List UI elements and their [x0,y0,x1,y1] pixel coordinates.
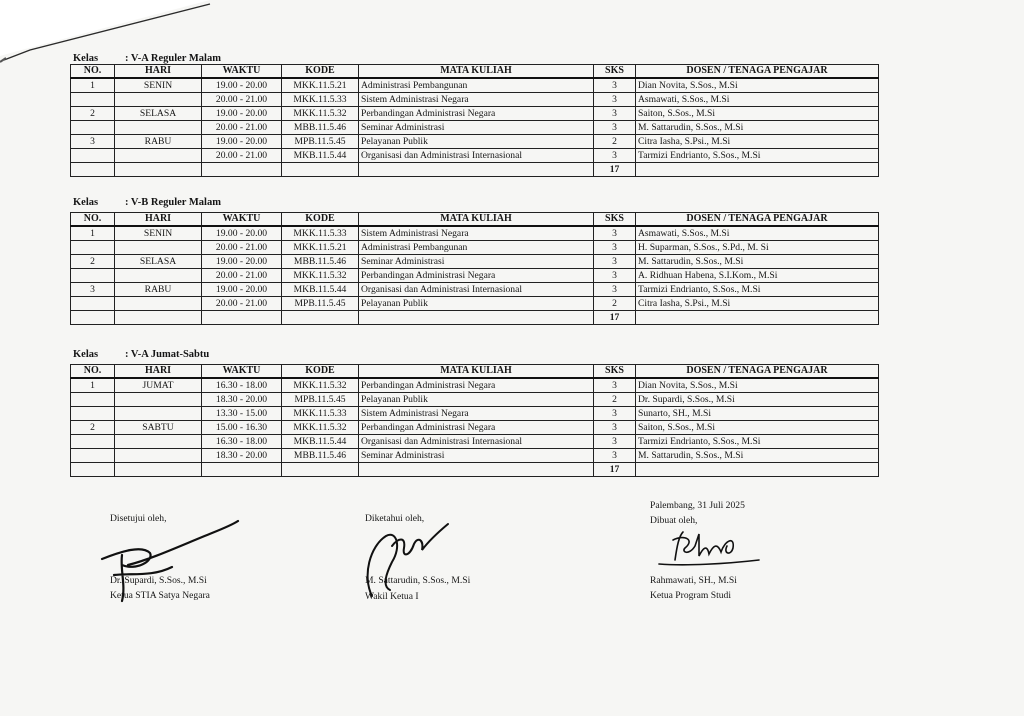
cell-waktu: 19.00 - 20.00 [202,283,282,297]
cell-sks: 3 [594,449,636,463]
cell-waktu: 19.00 - 20.00 [202,107,282,121]
column-header-mata-kuliah: MATA KULIAH [359,213,594,227]
empty-cell [282,463,359,477]
table-row [71,393,879,407]
column-header-sks: SKS [594,365,636,379]
cell-hari: SENIN [115,78,202,93]
table-header-row [71,65,879,79]
cell-hari [115,393,202,407]
cell-sks: 3 [594,421,636,435]
class-label-key: Kelas [73,53,99,64]
cell-dosen: Tarmizi Endrianto, S.Sos., M.Si [636,149,879,163]
table-row [71,135,879,149]
cell-no: 2 [71,255,115,269]
cell-dosen: Saiton, S.Sos., M.Si [636,107,879,121]
cell-hari [115,449,202,463]
cell-no: 1 [71,78,115,93]
cell-dosen: Citra Iasha, S.Psi., M.Si [636,135,879,149]
cell-dosen: M. Sattarudin, S.Sos., M.Si [636,255,879,269]
cell-waktu: 19.00 - 20.00 [202,78,282,93]
cell-kode: MKK.11.5.21 [282,241,359,255]
cell-waktu: 20.00 - 21.00 [202,269,282,283]
cell-hari [115,93,202,107]
cell-waktu: 15.00 - 16.30 [202,421,282,435]
empty-cell [202,463,282,477]
empty-cell [202,163,282,177]
cell-mata-kuliah: Perbandingan Administrasi Negara [359,269,594,283]
cell-mata-kuliah: Sistem Administrasi Negara [359,407,594,421]
empty-cell [282,311,359,325]
cell-dosen: H. Suparman, S.Sos., S.Pd., M. Si [636,241,879,255]
cell-no [71,435,115,449]
column-header-kode: KODE [282,65,359,79]
column-header-mata-kuliah: MATA KULIAH [359,65,594,79]
signature-scribble-right [655,526,765,572]
table-row [71,378,879,393]
table-row [71,149,879,163]
total-sks: 17 [594,463,636,477]
cell-kode: MKK.11.5.33 [282,93,359,107]
total-sks: 17 [594,311,636,325]
table-row [71,121,879,135]
table-row [71,255,879,269]
cell-mata-kuliah: Administrasi Pembangunan [359,241,594,255]
cell-waktu: 19.00 - 20.00 [202,135,282,149]
column-header-dosen: DOSEN / TENAGA PENGAJAR [636,365,879,379]
cell-waktu: 20.00 - 21.00 [202,93,282,107]
column-header-no: NO. [71,65,115,79]
cell-dosen: Tarmizi Endrianto, S.Sos., M.Si [636,283,879,297]
cell-no [71,393,115,407]
cell-no: 3 [71,135,115,149]
place-date: Palembang, 31 Juli 2025 [650,500,745,511]
cell-sks: 2 [594,135,636,149]
empty-cell [115,463,202,477]
signer-role-middle: Wakil Ketua I [365,591,419,602]
column-header-kode: KODE [282,365,359,379]
cell-sks: 3 [594,269,636,283]
cell-no: 1 [71,378,115,393]
cell-hari: RABU [115,135,202,149]
cell-kode: MBB.11.5.46 [282,121,359,135]
column-header-kode: KODE [282,213,359,227]
empty-cell [359,311,594,325]
table-row [71,407,879,421]
column-header-no: NO. [71,213,115,227]
signature-caption-left: Disetujui oleh, [110,513,167,524]
cell-sks: 3 [594,435,636,449]
cell-hari: RABU [115,283,202,297]
cell-dosen: Asmawati, S.Sos., M.Si [636,226,879,241]
table-row [71,449,879,463]
cell-dosen: Asmawati, S.Sos., M.Si [636,93,879,107]
cell-waktu: 20.00 - 21.00 [202,241,282,255]
empty-cell [71,163,115,177]
cell-dosen: Dr. Supardi, S.Sos., M.Si [636,393,879,407]
cell-dosen: Tarmizi Endrianto, S.Sos., M.Si [636,435,879,449]
cell-waktu: 13.30 - 15.00 [202,407,282,421]
table-row [71,226,879,241]
cell-dosen: Dian Novita, S.Sos., M.Si [636,378,879,393]
table-row [71,269,879,283]
total-row [71,463,879,477]
total-row [71,311,879,325]
cell-sks: 2 [594,393,636,407]
column-header-sks: SKS [594,213,636,227]
schedule-table-3 [70,364,879,477]
cell-sks: 3 [594,226,636,241]
cell-no: 1 [71,226,115,241]
cell-mata-kuliah: Perbandingan Administrasi Negara [359,421,594,435]
cell-hari: SELASA [115,255,202,269]
cell-sks: 3 [594,78,636,93]
cell-waktu: 20.00 - 21.00 [202,121,282,135]
signer-name-middle: M. Sattarudin, S.Sos., M.Si [365,575,471,586]
cell-hari [115,435,202,449]
cell-mata-kuliah: Pelayanan Publik [359,393,594,407]
cell-waktu: 19.00 - 20.00 [202,226,282,241]
class-label-1 [73,53,221,64]
empty-cell [636,163,879,177]
empty-cell [115,311,202,325]
cell-dosen: M. Sattarudin, S.Sos., M.Si [636,121,879,135]
cell-mata-kuliah: Pelayanan Publik [359,297,594,311]
cell-no [71,241,115,255]
column-header-waktu: WAKTU [202,213,282,227]
cell-mata-kuliah: Organisasi dan Administrasi Internasional [359,283,594,297]
total-row [71,163,879,177]
cell-sks: 3 [594,241,636,255]
cell-kode: MPB.11.5.45 [282,393,359,407]
cell-no [71,149,115,163]
cell-kode: MPB.11.5.45 [282,297,359,311]
column-header-no: NO. [71,365,115,379]
cell-mata-kuliah: Perbandingan Administrasi Negara [359,378,594,393]
empty-cell [202,311,282,325]
cell-kode: MKK.11.5.32 [282,269,359,283]
cell-sks: 3 [594,378,636,393]
signer-role-right: Ketua Program Studi [650,590,732,601]
column-header-dosen: DOSEN / TENAGA PENGAJAR [636,213,879,227]
cell-hari [115,407,202,421]
cell-kode: MKK.11.5.33 [282,226,359,241]
cell-no: 2 [71,107,115,121]
cell-mata-kuliah: Seminar Administrasi [359,255,594,269]
table-header-row [71,213,879,227]
cell-sks: 3 [594,255,636,269]
cell-kode: MKK.11.5.33 [282,407,359,421]
cell-hari: SELASA [115,107,202,121]
empty-cell [636,311,879,325]
empty-cell [359,163,594,177]
cell-mata-kuliah: Seminar Administrasi [359,121,594,135]
cell-waktu: 19.00 - 20.00 [202,255,282,269]
cell-mata-kuliah: Sistem Administrasi Negara [359,226,594,241]
cell-waktu: 16.30 - 18.00 [202,378,282,393]
total-sks: 17 [594,163,636,177]
cell-dosen: Citra Iasha, S.Psi., M.Si [636,297,879,311]
cell-hari [115,121,202,135]
cell-hari [115,269,202,283]
cell-no [71,449,115,463]
empty-cell [71,463,115,477]
cell-no [71,93,115,107]
cell-dosen: Saiton, S.Sos., M.Si [636,421,879,435]
class-label-name: : V-A Jumat-Sabtu [125,349,210,360]
cell-waktu: 18.30 - 20.00 [202,449,282,463]
cell-kode: MBB.11.5.46 [282,449,359,463]
signer-name-left: Dr. Supardi, S.Sos., M.Si [110,575,207,586]
class-label-key: Kelas [73,197,99,208]
signer-name-right: Rahmawati, SH., M.Si [650,575,737,586]
cell-hari [115,241,202,255]
cell-hari [115,149,202,163]
cell-kode: MKB.11.5.44 [282,149,359,163]
cell-kode: MBB.11.5.46 [282,255,359,269]
column-header-hari: HARI [115,365,202,379]
column-header-dosen: DOSEN / TENAGA PENGAJAR [636,65,879,79]
column-header-mata-kuliah: MATA KULIAH [359,365,594,379]
column-header-sks: SKS [594,65,636,79]
class-label-2 [73,197,221,208]
cell-waktu: 18.30 - 20.00 [202,393,282,407]
cell-no [71,269,115,283]
column-header-hari: HARI [115,65,202,79]
cell-waktu: 20.00 - 21.00 [202,149,282,163]
cell-kode: MKK.11.5.32 [282,107,359,121]
empty-cell [282,163,359,177]
table-row [71,107,879,121]
cell-no: 2 [71,421,115,435]
table-row [71,421,879,435]
class-label-name: : V-A Reguler Malam [125,53,221,64]
cell-dosen: A. Ridhuan Habena, S.I.Kom., M.Si [636,269,879,283]
cell-mata-kuliah: Seminar Administrasi [359,449,594,463]
signature-caption-right: Dibuat oleh, [650,515,698,526]
table-row [71,297,879,311]
cell-kode: MKK.11.5.32 [282,421,359,435]
table-row [71,93,879,107]
class-label-key: Kelas [73,349,99,360]
cell-mata-kuliah: Organisasi dan Administrasi Internasional [359,435,594,449]
schedule-table-2 [70,212,879,325]
class-label-3 [73,349,209,360]
cell-hari [115,297,202,311]
cell-no [71,121,115,135]
cell-sks: 3 [594,149,636,163]
column-header-hari: HARI [115,213,202,227]
cell-dosen: Dian Novita, S.Sos., M.Si [636,78,879,93]
cell-hari: SABTU [115,421,202,435]
column-header-waktu: WAKTU [202,365,282,379]
cell-mata-kuliah: Organisasi dan Administrasi Internasional [359,149,594,163]
cell-dosen: M. Sattarudin, S.Sos., M.Si [636,449,879,463]
cell-kode: MPB.11.5.45 [282,135,359,149]
cell-no: 3 [71,283,115,297]
cell-kode: MKK.11.5.21 [282,78,359,93]
cell-no [71,297,115,311]
class-label-name: : V-B Reguler Malam [125,197,221,208]
cell-mata-kuliah: Sistem Administrasi Negara [359,93,594,107]
table-header-row [71,365,879,379]
empty-cell [636,463,879,477]
schedule-table-1 [70,64,879,177]
signer-role-left: Ketua STIA Satya Negara [110,590,210,601]
cell-kode: MKK.11.5.32 [282,378,359,393]
cell-mata-kuliah: Administrasi Pembangunan [359,78,594,93]
cell-waktu: 20.00 - 21.00 [202,297,282,311]
column-header-waktu: WAKTU [202,65,282,79]
cell-sks: 2 [594,297,636,311]
cell-mata-kuliah: Perbandingan Administrasi Negara [359,107,594,121]
cell-waktu: 16.30 - 18.00 [202,435,282,449]
signature-caption-middle: Diketahui oleh, [365,513,425,524]
cell-hari: JUMAT [115,378,202,393]
table-row [71,241,879,255]
cell-sks: 3 [594,407,636,421]
cell-mata-kuliah: Pelayanan Publik [359,135,594,149]
cell-no [71,407,115,421]
cell-kode: MKB.11.5.44 [282,435,359,449]
table-row [71,283,879,297]
empty-cell [115,163,202,177]
table-row [71,435,879,449]
empty-cell [359,463,594,477]
cell-hari: SENIN [115,226,202,241]
cell-sks: 3 [594,121,636,135]
cell-dosen: Sunarto, SH., M.Si [636,407,879,421]
cell-kode: MKB.11.5.44 [282,283,359,297]
cell-sks: 3 [594,93,636,107]
cell-sks: 3 [594,107,636,121]
cell-sks: 3 [594,283,636,297]
table-row [71,78,879,93]
empty-cell [71,311,115,325]
